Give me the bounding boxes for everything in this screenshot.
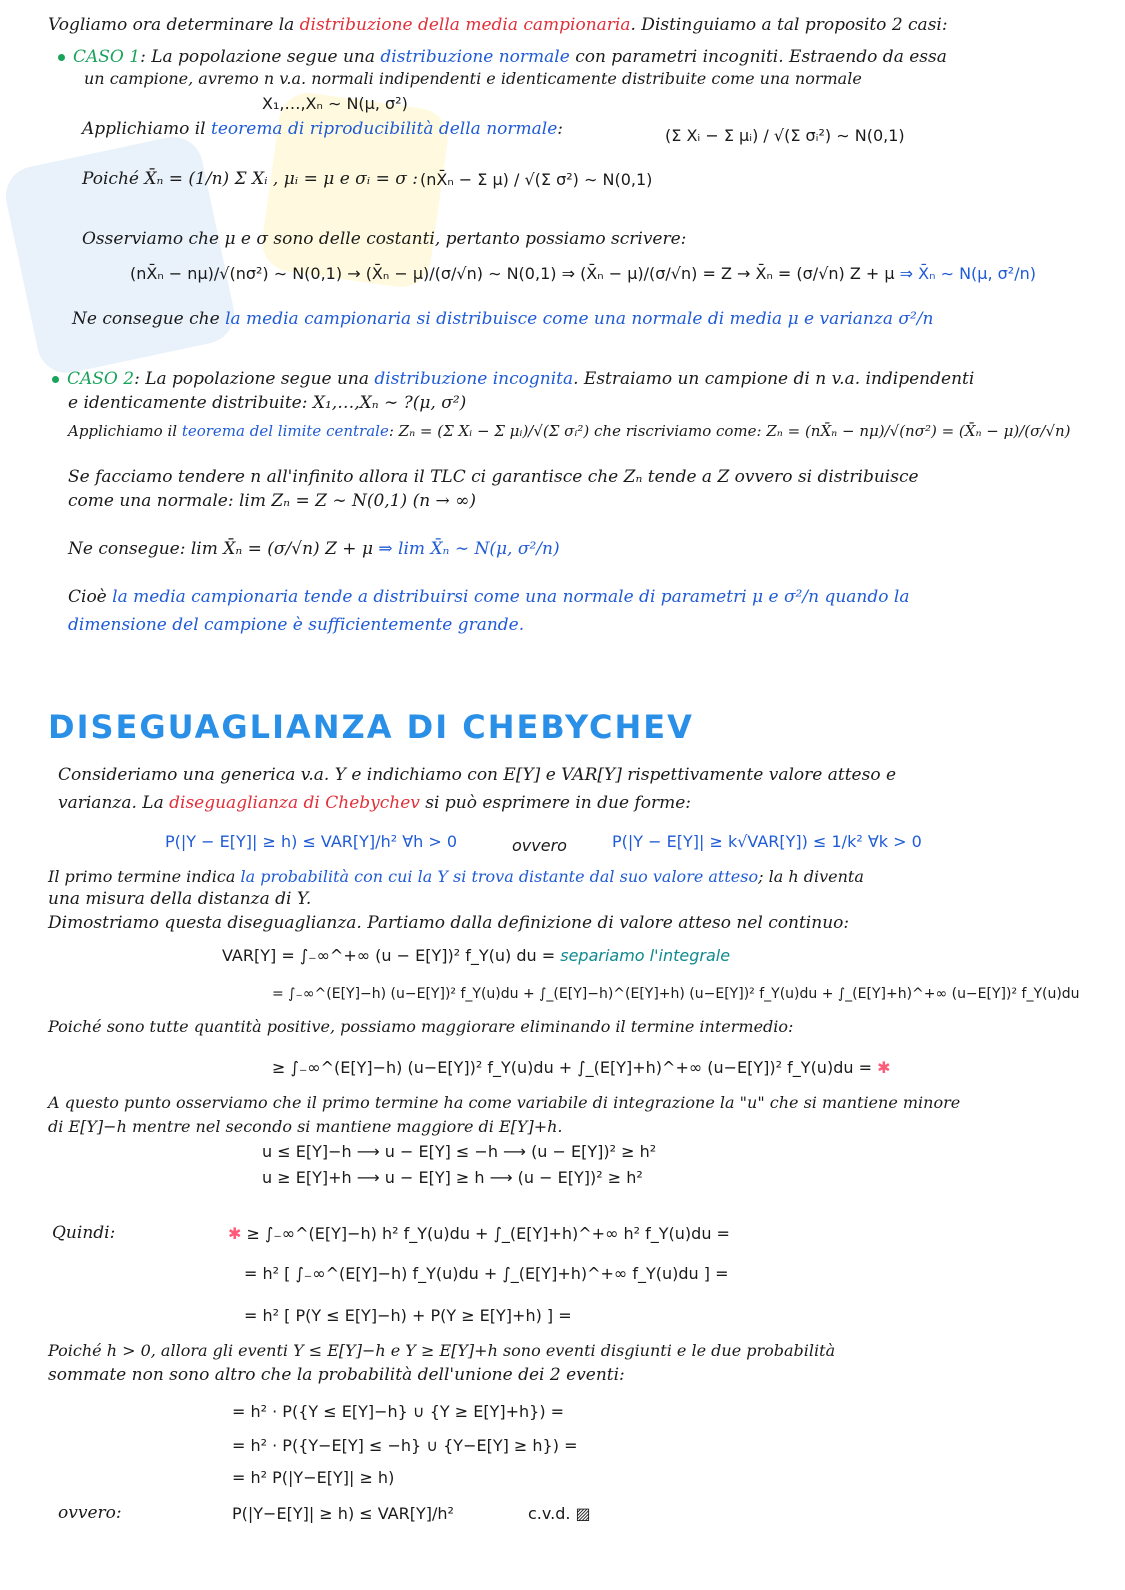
keyword: teorema di riproducibilità della normale: [211, 119, 558, 139]
case-1: u ≤ E[Y]−h ⟶ u − E[Y] ≤ −h ⟶ (u − E[Y])² ≥ h²: [262, 1142, 657, 1161]
cheb-p3: [48, 866, 1095, 888]
bullet-icon: [52, 376, 59, 383]
keyword: teorema del limite centrale: [181, 422, 389, 440]
math-eq: X₁,…,Xₙ ∼ N(μ, σ²): [262, 94, 408, 113]
star-icon: ✱: [228, 1224, 242, 1243]
text: : Zₙ = (Σ Xᵢ − Σ μᵢ)/√(Σ σᵢ²) che riscriviamo come: Zₙ = (nX̄ₙ − nμ)/√(nσ²) = (X̄ₙ − μ)/(σ/√n): [388, 422, 1071, 440]
caso2-line: [52, 368, 1095, 390]
text: Applichiamo il: [68, 422, 182, 440]
keyword: la media campionaria si distribuisce come una normale di media μ e varianza σ²/n: [225, 309, 934, 329]
caso2-cioe: [68, 586, 1095, 608]
star-icon: ✱: [877, 1058, 891, 1077]
ineq-1: [272, 1058, 890, 1078]
math-eq: (Σ Xᵢ − Σ μᵢ) / √(Σ σᵢ²) ∼ N(0,1): [665, 126, 905, 145]
q-2: = h² [ ∫₋∞^(E[Y]−h) f_Y(u)du + ∫_(E[Y]+h)^+∞ f_Y(u)du ] =: [244, 1264, 729, 1283]
keyword: distribuzione normale: [380, 47, 570, 67]
cheb-p7: A questo punto osserviamo che il primo termine ha come variabile di integrazione la "u" che si mantiene minore: [48, 1093, 961, 1112]
math-eq: (nX̄ₙ − Σ μ) / √(Σ σ²) ∼ N(0,1): [420, 170, 653, 189]
keyword: la probabilità con cui la Y si trova distante dal suo valore atteso: [240, 867, 759, 886]
bullet-icon: [58, 54, 65, 61]
caso2-tlc: Se facciamo tendere n all'infinito allora il TLC ci garantisce che Zₙ tende a Z ovvero si distribuisce: [68, 467, 919, 487]
text: Vogliamo ora determinare la: [48, 15, 300, 35]
q-3: = h² [ P(Y ≤ E[Y]−h) + P(Y ≥ E[Y]+h) ] =: [244, 1306, 572, 1325]
caso-label: CASO 2: [67, 369, 135, 389]
text: con parametri incogniti. Estraendo da essa: [569, 47, 947, 67]
text: Ne consegue: lim X̄ₙ = (σ/√n) Z + μ: [68, 539, 373, 559]
cheb-p1: Consideriamo una generica v.a. Y e indichiamo con E[Y] e VAR[Y] rispettivamente valore atteso e: [58, 765, 897, 785]
cvd: c.v.d. ▨: [528, 1504, 591, 1523]
cheb-p6: Poiché sono tutte quantità positive, possiamo maggiorare eliminando il termine intermedio:: [48, 1017, 794, 1036]
cheb-p8: di E[Y]−h mentre nel secondo si mantiene maggiore di E[Y]+h.: [48, 1117, 563, 1136]
math-part: VAR[Y] = ∫₋∞^+∞ (u − E[Y])² f_Y(u) du =: [222, 946, 556, 965]
caso1-poiche: Poiché X̄ₙ = (1/n) Σ Xᵢ , μᵢ = μ e σᵢ = σ :: [82, 169, 418, 189]
math-part: (nX̄ₙ − nμ)/√(nσ²) ∼ N(0,1) →: [130, 264, 361, 283]
cheb-p9: Poiché h > 0, allora gli eventi Y ≤ E[Y]−h e Y ≥ E[Y]+h sono eventi disgiunti e le due probabilità: [48, 1341, 836, 1360]
caso1-oss: Osserviamo che μ e σ sono delle costanti, pertanto possiamo scrivere:: [82, 229, 687, 249]
math-part: ≥ ∫₋∞^(E[Y]−h) (u−E[Y])² f_Y(u)du + ∫_(E[Y]+h)^+∞ (u−E[Y])² f_Y(u)du =: [272, 1058, 872, 1077]
form-2: P(|Y − E[Y]| ≥ k√VAR[Y]) ≤ 1/k² ∀k > 0: [612, 832, 922, 851]
split-integral: = ∫₋∞^(E[Y]−h) (u−E[Y])² f_Y(u)du + ∫_(E[Y]−h)^(E[Y]+h) (u−E[Y])² f_Y(u)du + ∫_(E[Y]+h)^+∞ (u−E[Y])² f_Y(u)du: [272, 986, 1080, 1002]
caso2-cons: [68, 538, 1095, 560]
caso2-apply: [68, 420, 1095, 442]
cheb-p4: una misura della distanza di Y.: [48, 889, 312, 909]
text: : La popolazione segue una: [140, 47, 381, 67]
math-part: ⇒ X̄ₙ ∼ N(μ, σ²/n): [899, 264, 1036, 283]
q-1: [228, 1224, 730, 1244]
r-3: = h² P(|Y−E[Y]| ≥ h): [232, 1468, 395, 1487]
form-1: P(|Y − E[Y]| ≥ h) ≤ VAR[Y]/h² ∀h > 0: [165, 832, 458, 851]
text: varianza. La: [58, 793, 170, 813]
section-heading: DISEGUAGLIANZA DI CHEBYCHEV: [48, 708, 694, 746]
math-part: ≥ ∫₋∞^(E[Y]−h) h² f_Y(u)du + ∫_(E[Y]+h)^+∞ h² f_Y(u)du =: [246, 1224, 730, 1243]
case-2: u ≥ E[Y]+h ⟶ u − E[Y] ≥ h ⟶ (u − E[Y])² ≥ h²: [262, 1168, 643, 1187]
ovvero2-label: ovvero:: [58, 1503, 122, 1523]
caso1-apply: [82, 118, 1095, 140]
caso1-line2: un campione, avremo n v.a. normali indipendenti e identicamente distribuite come una normale: [84, 69, 862, 88]
caso1-concl: [72, 308, 1095, 330]
caso1-line: [58, 46, 1095, 68]
cheb-p10: sommate non sono altro che la probabilità dell'unione dei 2 eventi:: [48, 1365, 625, 1385]
keyword: la media campionaria tende a distribuirsi come una normale di parametri μ e σ²/n quando la: [112, 587, 910, 607]
r-2: = h² · P({Y−E[Y] ≤ −h} ∪ {Y−E[Y] ≥ h}) =: [232, 1436, 578, 1455]
text: . Distinguiamo a tal proposito 2 casi:: [630, 15, 948, 35]
text: Cioè: [68, 587, 113, 607]
math-eq: [130, 264, 1036, 284]
keyword: diseguaglianza di Chebychev: [169, 793, 420, 813]
math-part: ⇒ lim X̄ₙ ∼ N(μ, σ²/n): [378, 539, 560, 559]
caso2-line2: e identicamente distribuite: X₁,…,Xₙ ∼ ?(μ, σ²): [68, 393, 467, 413]
text: Ne consegue che: [72, 309, 226, 329]
text: si può esprimere in due forme:: [419, 793, 691, 813]
cheb-p2: [58, 792, 1095, 814]
keyword: distribuzione della media campionaria: [299, 15, 631, 35]
text: . Estraiamo un campione di n v.a. indipendenti: [573, 369, 975, 389]
caso2-tlc2: come una normale: lim Zₙ = Z ∼ N(0,1) (n → ∞): [68, 491, 476, 511]
intro-line: [48, 14, 1095, 36]
var-def: [222, 946, 730, 966]
quindi-label: Quindi:: [52, 1223, 116, 1243]
cheb-p5: Dimostriamo questa diseguaglianza. Partiamo dalla definizione di valore atteso nel continuo:: [48, 913, 850, 933]
r-1: = h² · P({Y ≤ E[Y]−h} ∪ {Y ≥ E[Y]+h}) =: [232, 1402, 565, 1421]
caso-label: CASO 1: [73, 47, 141, 67]
text: Il primo termine indica: [48, 867, 241, 886]
ovvero-label: ovvero: [512, 836, 567, 855]
keyword: distribuzione incognita: [374, 369, 574, 389]
annotation: separiamo l'integrale: [560, 946, 731, 965]
text: ; la h diventa: [758, 867, 864, 886]
math-part: (X̄ₙ − μ)/(σ/√n) ∼ N(0,1) ⇒ (X̄ₙ − μ)/(σ/√n) = Z → X̄ₙ = (σ/√n) Z + μ: [365, 264, 895, 283]
caso2-cioe2: dimensione del campione è sufficientemente grande.: [68, 615, 525, 635]
text: :: [557, 119, 564, 139]
text: : La popolazione segue una: [134, 369, 375, 389]
text: Applichiamo il: [82, 119, 211, 139]
final-result: P(|Y−E[Y]| ≥ h) ≤ VAR[Y]/h²: [232, 1504, 454, 1523]
